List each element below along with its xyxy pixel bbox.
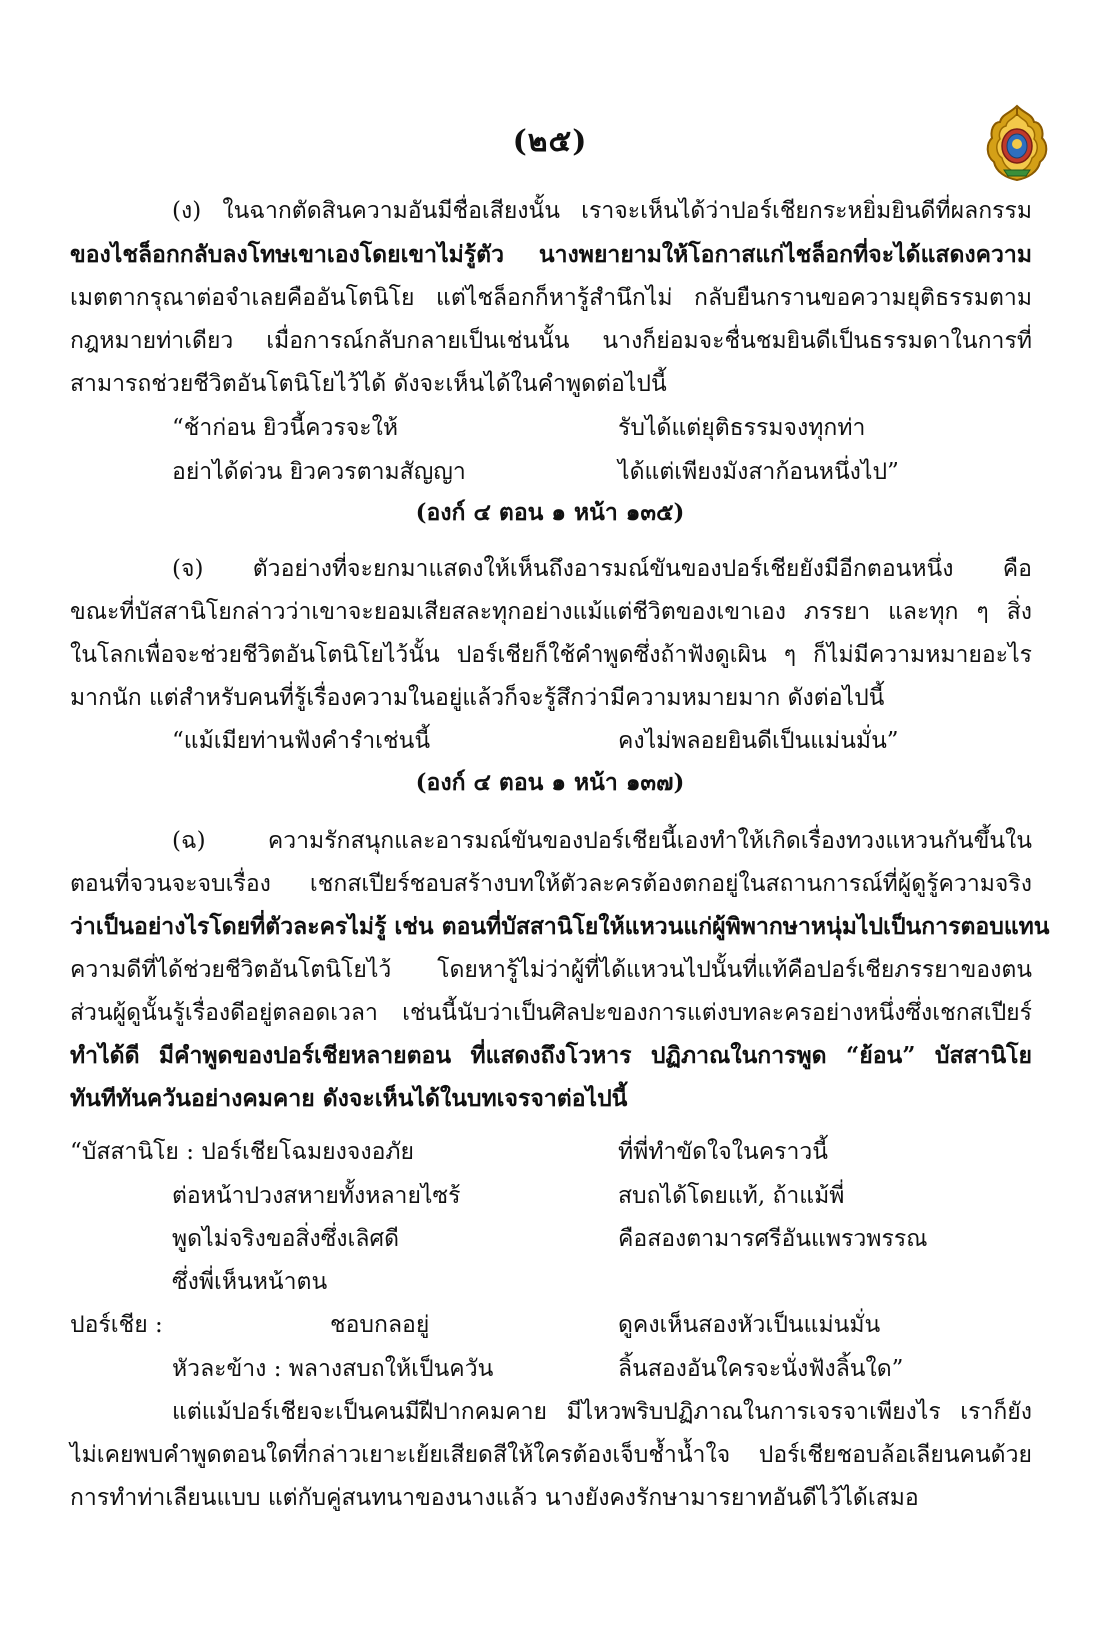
dialogue-bassanio-line3-left: พูดไม่จริงขอสิ่งซึ่งเลิศดี xyxy=(172,1226,400,1252)
dialogue-portia-speaker: ปอร์เชีย : xyxy=(70,1312,163,1338)
para-jo-line-2: ขณะที่บัสสานิโยกล่าวว่าเขาจะยอมเสียสละทุกอย่างแม้แต่ชีวิตของเขาเอง ภรรยา และทุก ๆ สิ่ง xyxy=(70,599,1032,625)
para-ng-line-4: กฎหมายท่าเดียว เมื่อการณ์กลับกลายเป็นเช่นนั้น นางก็ย่อมจะชื่นชมยินดีเป็นธรรมดาในการที่ xyxy=(70,328,1032,354)
para-cho-line-2: ตอนที่จวนจะจบเรื่อง เชกสเปียร์ชอบสร้างบทให้ตัวละครต้องตกอยู่ในสถานการณ์ที่ผู้ดูรู้ความจริง xyxy=(70,871,1032,897)
dialogue-portia-line2-right: ลิ้นสองอันใครจะนั่งฟังลิ้นใด” xyxy=(618,1356,904,1382)
verse1-reference: (องก์ ๔ ตอน ๑ หน้า ๑๓๕) xyxy=(415,499,685,526)
para-ng-line-5: สามารถช่วยชีวิตอันโตนิโยไว้ได้ ดังจะเห็นได้ในคำพูดต่อไปนี้ xyxy=(70,371,667,397)
para-cho-line-4: ความดีที่ได้ช่วยชีวิตอันโตนิโยไว้ โดยหารู้ไม่ว่าผู้ที่ได้แหวนไปนั้นที่แท้คือปอร์เชียภรรยาของตน xyxy=(70,957,1032,983)
para-cho-line-6: ทำได้ดี มีคำพูดของปอร์เชียหลายตอน ที่แสดงถึงโวหาร ปฏิภาณในการพูด “ย้อน” บัสสานิโย xyxy=(70,1042,1032,1069)
dialogue-portia-line1-right: ดูคงเห็นสองหัวเป็นแม่นมั่น xyxy=(618,1312,881,1338)
dialogue-bassanio-line1-left: “บัสสานิโย : ปอร์เชียโฉมยงจงอภัย xyxy=(70,1139,415,1165)
page-number: (๒๕) xyxy=(512,124,588,159)
verse1-line2-right: ได้แต่เพียงมังสาก้อนหนึ่งไป” xyxy=(618,459,899,485)
dialogue-bassanio-line2-left: ต่อหน้าปวงสหายทั้งหลายไซร้ xyxy=(172,1183,461,1209)
para-jo-line-3: ในโลกเพื่อจะช่วยชีวิตอันโตนิโยไว้นั้น ปอร์เชียก็ใช้คำพูดซึ่งถ้าฟังดูเผิน ๆ ก็ไม่มีความหมายอะไร xyxy=(70,642,1032,668)
dialogue-bassanio-line2-right: สบถได้โดยแท้, ถ้าแม้พี่ xyxy=(618,1183,845,1209)
para-cho-line-1: (ฉ) ความรักสนุกและอารมณ์ขันของปอร์เชียนี้เองทำให้เกิดเรื่องทวงแหวนกันขึ้นใน xyxy=(172,828,1032,854)
verse1-line1-right: รับได้แต่ยุติธรรมจงทุกท่า xyxy=(618,415,866,441)
para-final-line-2: ไม่เคยพบคำพูดตอนใดที่กล่าวเยาะเย้ยเสียดสีให้ใครต้องเจ็บช้ำน้ำใจ ปอร์เชียชอบล้อเลียนคนด้วย xyxy=(70,1442,1032,1468)
verse2-line1-right: คงไม่พลอยยินดีเป็นแม่นมั่น” xyxy=(618,728,899,754)
para-ng-line-2: ของไชล็อกกลับลงโทษเขาเองโดยเขาไม่รู้ตัว นางพยายามให้โอกาสแก่ไชล็อกที่จะได้แสดงความ xyxy=(70,241,1032,268)
verse2-reference: (องก์ ๔ ตอน ๑ หน้า ๑๓๗) xyxy=(415,769,685,796)
para-jo-line-4: มากนัก แต่สำหรับคนที่รู้เรื่องความในอยู่แล้วก็จะรู้สึกว่ามีความหมายมาก ดังต่อไปนี้ xyxy=(70,685,885,711)
verse1-line1-left: “ช้าก่อน ยิวนี้ควรจะให้ xyxy=(172,415,399,441)
para-ng-line-3: เมตตากรุณาต่อจำเลยคืออันโตนิโย แต่ไชล็อกก็หารู้สำนึกไม่ กลับยืนกรานขอความยุติธรรมตาม xyxy=(70,285,1032,311)
para-final-line-1: แต่แม้ปอร์เชียจะเป็นคนมีฝีปากคมคาย มีไหวพริบปฏิภาณในการเจรจาเพียงไร เราก็ยัง xyxy=(172,1399,1032,1425)
dialogue-portia-line2-left: หัวละข้าง : พลางสบถให้เป็นควัน xyxy=(172,1356,494,1382)
para-final-line-3: การทำท่าเลียนแบบ แต่กับคู่สนทนาของนางแล้ว นางยังคงรักษามารยาทอันดีไว้ได้เสมอ xyxy=(70,1485,919,1511)
dialogue-bassanio-line3-right: คือสองตามารศรีอันแพรวพรรณ xyxy=(618,1226,928,1252)
para-cho-line-3: ว่าเป็นอย่างไรโดยที่ตัวละครไม่รู้ เช่น ตอนที่บัสสานิโยให้แหวนแก่ผู้พิพากษาหนุ่มไปเป็นการตอบแทน xyxy=(70,913,1050,940)
dialogue-bassanio-line4-left: ซึ่งพี่เห็นหน้าตน xyxy=(172,1269,328,1295)
verse2-line1-left: “แม้เมียท่านฟังคำรำเช่นนี้ xyxy=(172,728,431,754)
para-cho-line-5: ส่วนผู้ดูนั้นรู้เรื่องดีอยู่ตลอดเวลา เช่นนี้นับว่าเป็นศิลปะของการแต่งบทละครอย่างหนึ่งซึ่งเชกสเปียร์ xyxy=(70,1000,1032,1026)
para-jo-line-1: (จ) ตัวอย่างที่จะยกมาแสดงให้เห็นถึงอารมณ์ขันของปอร์เชียยังมีอีกตอนหนึ่ง คือ xyxy=(172,556,1032,582)
para-ng-line-1: (ง) ในฉากตัดสินความอันมีชื่อเสียงนั้น เราจะเห็นได้ว่าปอร์เชียกระหยิ่มยินดีที่ผลกรรม xyxy=(172,198,1032,224)
para-cho-line-7: ทันทีทันควันอย่างคมคาย ดังจะเห็นได้ในบทเจรจาต่อไปนี้ xyxy=(70,1085,628,1112)
dialogue-bassanio-line1-right: ที่พี่ทำขัดใจในคราวนี้ xyxy=(618,1139,829,1165)
verse1-line2-left: อย่าได้ด่วน ยิวควรตามสัญญา xyxy=(172,459,466,485)
dialogue-portia-line1-mid: ชอบกลอยู่ xyxy=(330,1312,430,1338)
